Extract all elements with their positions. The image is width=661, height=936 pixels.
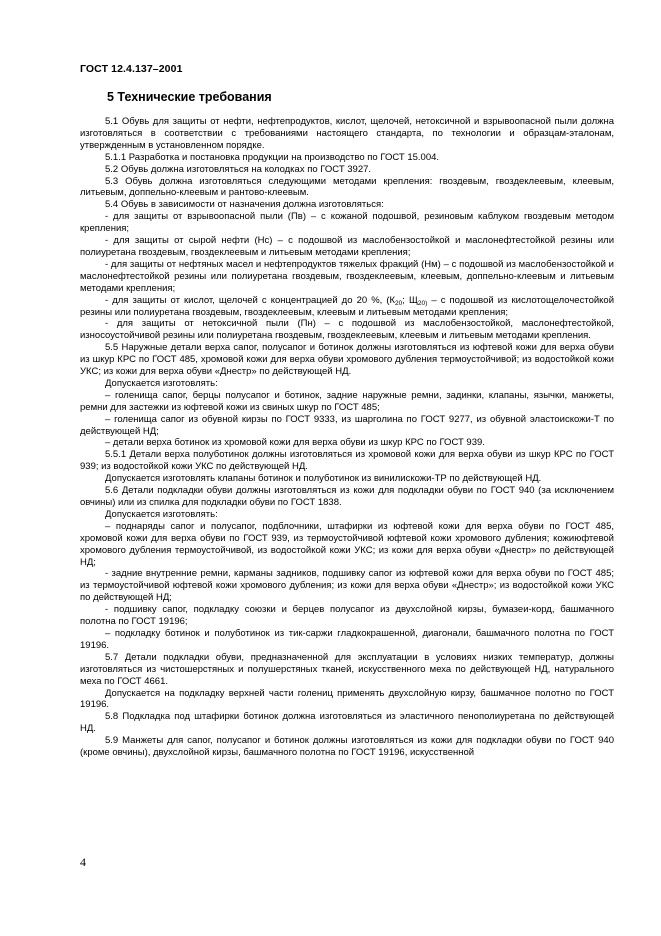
document-body	[80, 116, 614, 759]
paragraph: 5.5 Наружные детали верха сапог, полусапог и ботинок должны изготовляться из юфтевой кожи для верха обуви из шкур КРС по ГОСТ 485, хромовой кожи для верха обуви хромового дубления термоустойчивой; из водостойкой кожи УКС; из кожи для верха обуви «Днестр» по действующей НД.	[80, 342, 614, 378]
acid-text: - для защиты от кислот, щелочей с концентрацией до 20 %, (К	[105, 294, 396, 306]
paragraph: 5.8 Подкладка под штафирки ботинок должна изготовляться из эластичного пенополиуретана по действующей НД.	[80, 711, 614, 735]
list-item: - подшивку сапог, подкладку союзки и берцев полусапог из двухслойной кирзы, бумазеи-корд, башмачного полотна по ГОСТ 19196;	[80, 604, 614, 628]
list-item: – голенища сапог, берцы полусапог и ботинок, задние наружные ремни, задинки, клапаны, язычки, манжеты, ремни для застежки из юфтевой кожи из свиных шкур по ГОСТ 485;	[80, 389, 614, 413]
paragraph: Допускается изготовлять клапаны ботинок и полуботинок из винилискожи-ТР по действующей НД.	[105, 473, 542, 485]
acid-sep: –	[427, 294, 441, 306]
section-title: 5 Технические требования	[107, 90, 272, 104]
list-item: – детали верха ботинок из хромовой кожи для верха обуви из шкур КРС по ГОСТ 939.	[105, 437, 485, 449]
page-number: 4	[80, 855, 86, 869]
paragraph: Допускается на подкладку верхней части голениц применять двухслойную кирзу, башмачное полотно по ГОСТ 19196.	[80, 687, 614, 711]
list-item: - для защиты от нетоксичной пыли (Пн) – с подошвой из маслобензостойкой, маслонефтестойкой, износоустойчивой резины или полиуретана гвоздевым, гвоздеклеевым, клеевым и литьевым методами крепления.	[80, 318, 614, 342]
list-item: – подкладку ботинок и полуботинок из тик-саржи гладкокрашенной, диагонали, башмачного полотна по ГОСТ 19196.	[80, 627, 614, 651]
list-item: – поднаряды сапог и полусапог, подблочники, штафирки из юфтевой кожи для верха обуви по ГОСТ 485, хромовой кожи для верха обуви по ГОСТ 939, из термоустойчивой юфтевой кожи хромового дубления; кожиюфтевой хромового дубления термоустойчивой, из водостойкой кожи УКС; из кожи для верха обуви «Днестр» по действующей НД;	[80, 520, 614, 568]
list-item: – голенища сапог из обувной кирзы по ГОСТ 9333, из шарголина по ГОСТ 9277, из обувной эластоискожи-Т по действующей НД;	[80, 413, 614, 437]
list-item: - для защиты от взрывоопасной пыли (Пв) – с кожаной подошвой, резиновым каблуком гвоздевым методом крепления;	[80, 211, 614, 235]
list-item: - для защиты от сырой нефти (Нс) – с подошвой из маслобензостойкой и маслонефтестойкой резины или полиуретана гвоздевым, гвоздеклеевым и литьевым методами крепления;	[80, 235, 614, 258]
paragraph: 5.1.1 Разработка и постановка продукции на производство по ГОСТ 15.004.	[105, 151, 440, 163]
paragraph: 5.3 Обувь должна изготовляться следующими методами крепления: гвоздевым, гвоздеклеевым, клеевым, литьевым, доппельно-клеевым и рантово-клеевым.	[80, 175, 614, 199]
paragraph: 5.6 Детали подкладки обуви должны изготовляться из кожи для подкладки обуви по ГОСТ 940 (за исключением овчины) или из спилка для подкладки обуви по ГОСТ 1838.	[80, 485, 614, 508]
list-item: - для защиты от нефтяных масел и нефтепродуктов тяжелых фракций (Нм) – с подошвой из маслобензостойкой и маслонефтестойкой резины или полиуретана гвоздевым, гвоздеклеевым, клеевым, доппельно-клеевым и литьевым методами крепления;	[80, 258, 614, 294]
list-item: - задние внутренние ремни, карманы задников, подшивку сапог из юфтевой кожи для верха обуви по ГОСТ 485; из термоустойчивой юфтевой кожи хромового дубления; из кожи для верха обуви «Днестр»; из водостойкой кожи УКС по действующей НД;	[80, 568, 614, 604]
paragraph: Допускается изготовлять:	[105, 508, 218, 520]
acid-mid: ; Щ	[402, 294, 418, 306]
paragraph: 5.4 Обувь в зависимости от назначения должна изготовляться:	[105, 199, 384, 211]
paragraph: 5.1 Обувь для защиты от нефти, нефтепродуктов, кислот, щелочей, нетоксичной и взрывоопасной пыли должна изготовляться в соответствии с требованиями настоящего стандарта, по технологии и образцам-эталонам, утвержденным в установленном порядке.	[80, 116, 614, 151]
acid-subscript: 20	[395, 299, 403, 307]
acid-rest: с подошвой из кислотощелочестойкой резины или полиуретана гвоздевым, гвоздеклеевым, клеевым и литьевым методами крепления;	[80, 294, 615, 318]
paragraph: 5.2 Обувь должна изготовляться на колодках по ГОСТ 3927.	[105, 163, 372, 175]
paragraph: 5.5.1 Детали верха полуботинок должны изготовляться из хромовой кожи для верха обуви из шкур КРС по ГОСТ 939; из водостойкой кожи УКС по действующей НД.	[80, 449, 614, 473]
alkali-subscript: 20)	[417, 299, 428, 307]
document-header: ГОСТ 12.4.137–2001	[80, 63, 183, 75]
paragraph: Допускается изготовлять:	[105, 377, 218, 389]
paragraph: 5.7 Детали подкладки обуви, предназначенной для эксплуатации в условиях низких температур, должны изготовляться из чистошерстяных и полушерстяных тканей, искусственного меха по действующей НД, натурального меха по ГОСТ 4661.	[80, 651, 614, 687]
paragraph: 5.9 Манжеты для сапог, полусапог и ботинок должны изготовляться из кожи для подкладки обуви по ГОСТ 940 (кроме овчины), двухслойной кирзы, башмачного полотна по ГОСТ 19196, искусственной	[80, 735, 614, 759]
list-item-acid	[80, 295, 614, 319]
